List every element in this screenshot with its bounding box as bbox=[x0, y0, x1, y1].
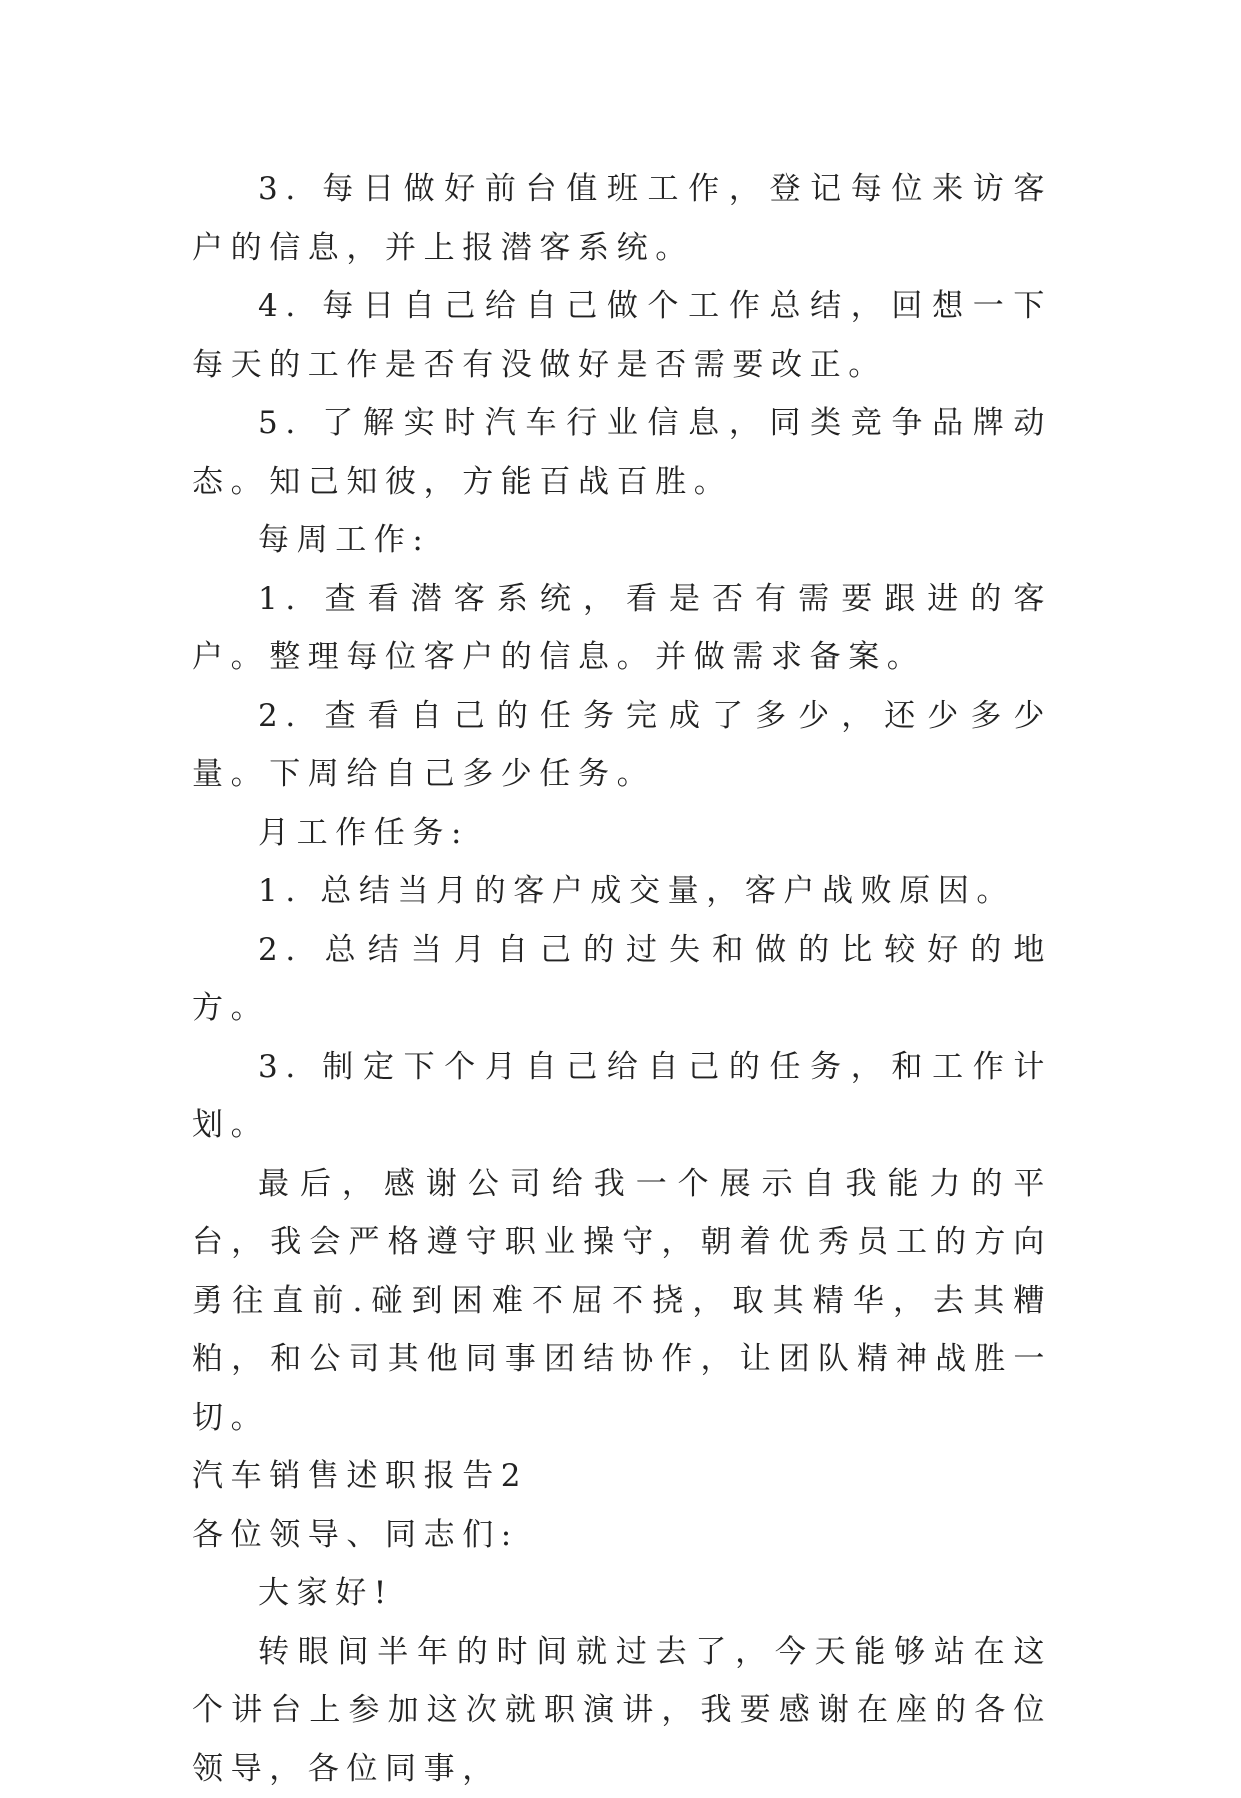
paragraph-monthly-item-1: 1. 总结当月的客户成交量，客户战败原因。 bbox=[192, 862, 1052, 921]
heading-monthly-tasks: 月工作任务: bbox=[192, 804, 1052, 863]
heading-weekly-work: 每周工作: bbox=[192, 511, 1052, 570]
paragraph-monthly-item-2: 2. 总结当月自己的过失和做的比较好的地方。 bbox=[192, 921, 1052, 1038]
report-title: 汽车销售述职报告2 bbox=[192, 1447, 1052, 1506]
paragraph-speech-opening: 转眼间半年的时间就过去了，今天能够站在这个讲台上参加这次就职演讲，我要感谢在座的各位领导，各位同事， bbox=[192, 1623, 1052, 1798]
paragraph-monthly-item-3: 3. 制定下个月自己给自己的任务，和工作计划。 bbox=[192, 1038, 1052, 1155]
paragraph-daily-item-4: 4. 每日自己给自己做个工作总结，回想一下每天的工作是否有没做好是否需要改正。 bbox=[192, 277, 1052, 394]
document-body bbox=[192, 160, 1052, 1798]
salutation: 各位领导、同志们: bbox=[192, 1506, 1052, 1565]
paragraph-daily-item-5: 5. 了解实时汽车行业信息，同类竞争品牌动态。知己知彼，方能百战百胜。 bbox=[192, 394, 1052, 511]
paragraph-closing: 最后，感谢公司给我一个展示自我能力的平台，我会严格遵守职业操守，朝着优秀员工的方向勇往直前.碰到困难不屈不挠，取其精华，去其糟粕，和公司其他同事团结协作，让团队精神战胜一切。 bbox=[192, 1155, 1052, 1448]
paragraph-daily-item-3: 3. 每日做好前台值班工作，登记每位来访客户的信息，并上报潜客系统。 bbox=[192, 160, 1052, 277]
paragraph-weekly-item-2: 2. 查看自己的任务完成了多少，还少多少量。下周给自己多少任务。 bbox=[192, 687, 1052, 804]
paragraph-weekly-item-1: 1. 查看潜客系统，看是否有需要跟进的客户。整理每位客户的信息。并做需求备案。 bbox=[192, 570, 1052, 687]
greeting: 大家好! bbox=[192, 1564, 1052, 1623]
